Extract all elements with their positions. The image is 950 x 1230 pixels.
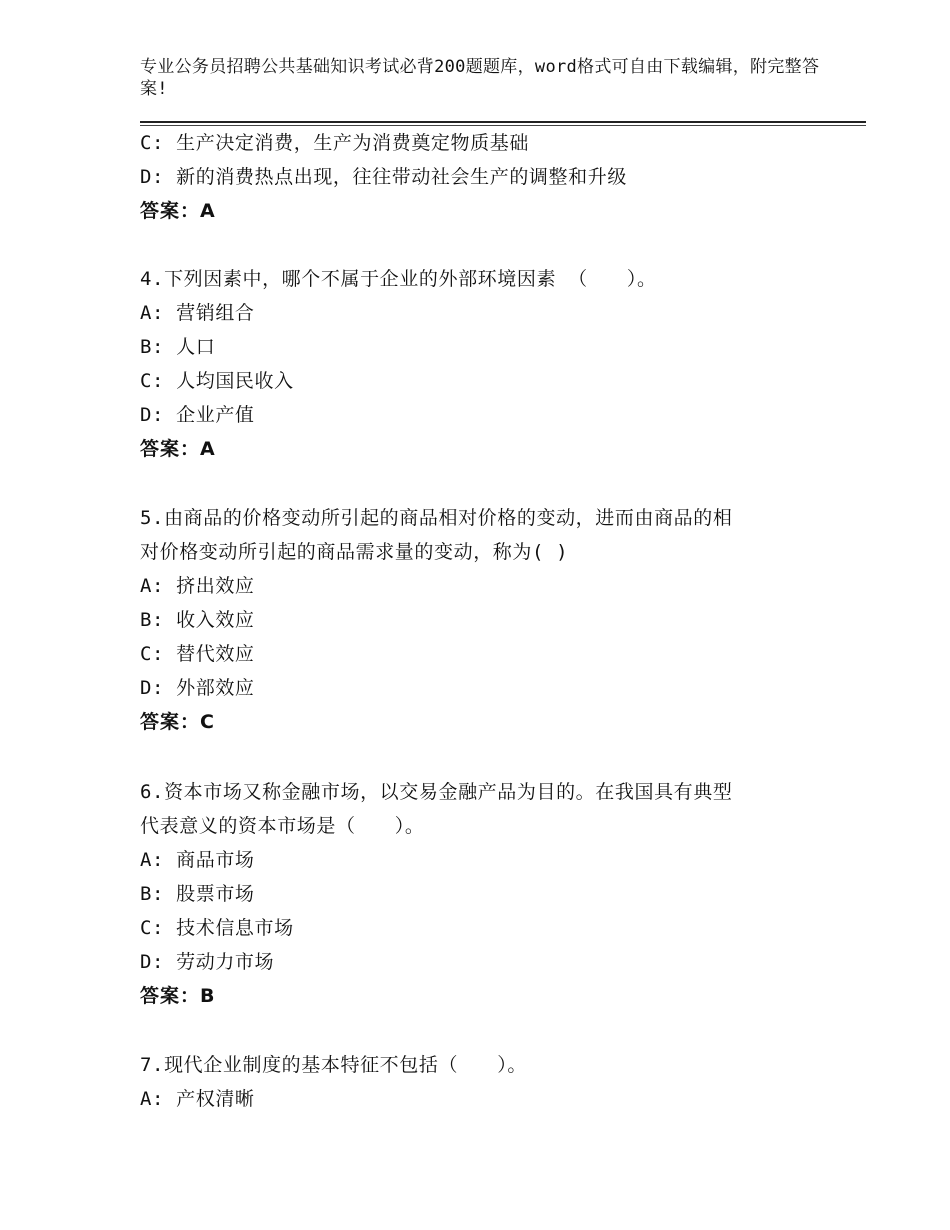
q4-option-c: C: 人均国民收入: [140, 370, 294, 392]
q4-option-b: B: 人口: [140, 336, 216, 358]
q5-option-c: C: 替代效应: [140, 643, 255, 665]
q5-option-d: D: 外部效应: [140, 677, 255, 699]
prev-answer: 答案：A: [140, 200, 216, 222]
q5-option-b: B: 收入效应: [140, 609, 255, 631]
q4-answer: 答案：A: [140, 438, 216, 460]
q6-option-a: A: 商品市场: [140, 849, 255, 871]
q4-stem: 4.下列因素中，哪个不属于企业的外部环境因素 （ ）。: [140, 268, 657, 290]
q6-option-c: C: 技术信息市场: [140, 917, 294, 939]
q6-stem-line2: 代表意义的资本市场是（ ）。: [140, 815, 425, 837]
q5-stem-line2: 对价格变动所引起的商品需求量的变动，称为( ): [140, 541, 569, 563]
q6-option-b: B: 股票市场: [140, 883, 255, 905]
q5-stem-line1: 5.由商品的价格变动所引起的商品相对价格的变动，进而由商品的相: [140, 507, 733, 529]
q5-option-a: A: 挤出效应: [140, 575, 255, 597]
header-divider-thin: [140, 125, 866, 126]
q7-option-a: A: 产权清晰: [140, 1088, 255, 1110]
q4-option-a: A: 营销组合: [140, 302, 255, 324]
prev-option-d: D: 新的消费热点出现，往往带动社会生产的调整和升级: [140, 166, 627, 188]
prev-option-c: C: 生产决定消费，生产为消费奠定物质基础: [140, 132, 529, 154]
header-divider: [140, 121, 866, 123]
q6-answer: 答案：B: [140, 985, 216, 1007]
q6-stem-line1: 6.资本市场又称金融市场，以交易金融产品为目的。在我国具有典型: [140, 781, 733, 803]
q7-stem: 7.现代企业制度的基本特征不包括（ ）。: [140, 1054, 527, 1076]
q4-option-d: D: 企业产值: [140, 404, 255, 426]
page-header: 专业公务员招聘公共基础知识考试必背200题题库，word格式可自由下载编辑，附完整答案!: [140, 57, 820, 99]
q5-answer: 答案：C: [140, 711, 215, 733]
q6-option-d: D: 劳动力市场: [140, 951, 275, 973]
